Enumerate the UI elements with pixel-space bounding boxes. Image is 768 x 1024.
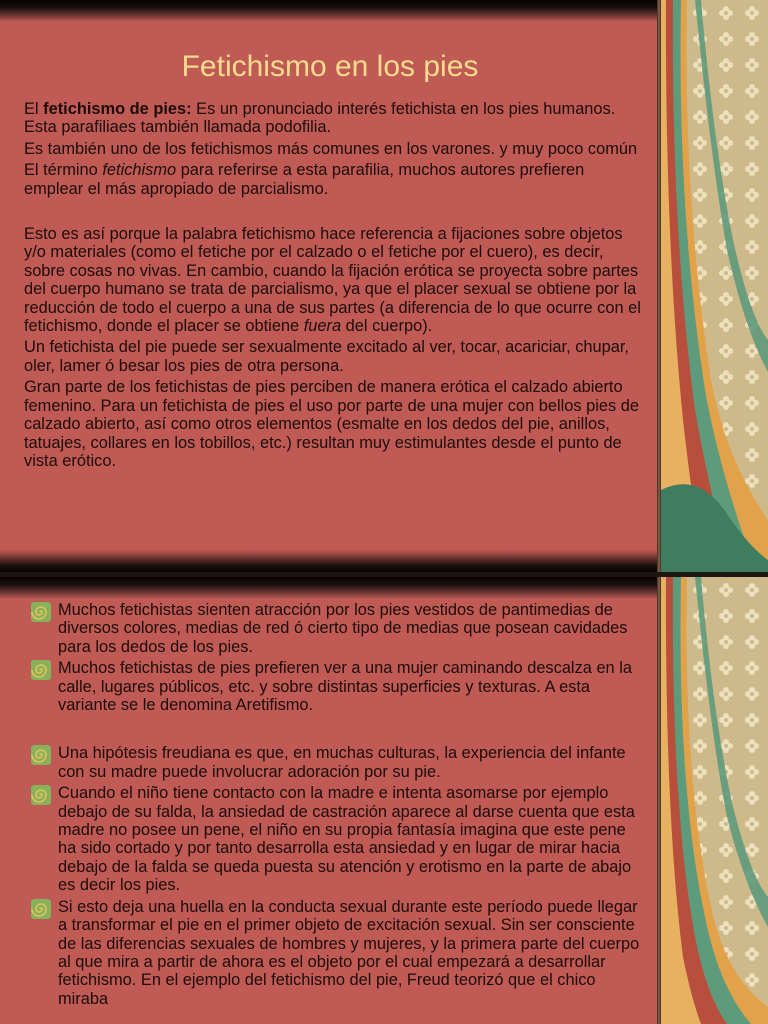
slide-2 [0,577,768,1024]
spiral-bullet-icon [30,659,52,681]
floral-curtain-icon [661,0,768,572]
slide-top-shadow-bar [0,0,660,22]
text-span: Esto es así porque la palabra fetichismo hace referencia a fijaciones sobre objetos y/o materiales (como el fetiche por el calzado o el fetiche por el cuero), es decir, sobre cosas no vivas. En cambio, cuando la fijación erótica se proyecta sobre partes del cuerpo humano se trata de parcialismo, ya que el placer sexual se obtiene por la reducción de todo el cuerpo a una de sus partes (a diferencia de lo que ocurre con el fetichismo, donde el placer se obtiene [24,225,641,336]
list-item [30,659,640,714]
spiral-bullet-icon [30,898,52,920]
slide-1-body [24,100,644,473]
bullet-text: Muchos fetichistas de pies prefieren ver a una mujer caminando descalza en la calle, lugares públicos, etc. y sobre distintas superficies y texturas. A esta variante se le denomina Aretifismo. [58,659,632,715]
list-item [30,601,640,656]
list-item [30,898,640,1008]
bullet-text: Cuando el niño tiene contacto con la madre e intenta asomarse por ejemplo debajo de su falda, la ansiedad de castración aparece al darse cuenta que esta madre no posee un pene, el niño en su propia fantasía imagina que este pene ha sido cortado y por tanto desarrolla esta ansiedad y en lugar de mirar hacia debajo de la falda se queda puesta su atención y erotismo en la parte de abajo es decir los pies. [58,784,635,895]
spiral-bullet-icon [30,784,52,806]
decorative-side-panel [661,0,768,572]
bold-term: fetichismo de pies: [43,100,192,118]
paragraph-footwear: Gran parte de los fetichistas de pies perciben de manera erótica el calzado abierto femenino. Para un fetichista de pies el uso por parte de una mujer con bellos pies de calzado abierto, así como otros elementos (esmalte en los dedos del pie, anillos, tatuajes, collares en los tobillos, etc.) resultan muy estimulantes desde el punto de vista erótico. [24,378,640,470]
italic-term: fuera [303,317,342,336]
paragraph-definition [24,100,644,137]
bullet-list [30,601,640,1011]
decorative-side-panel [661,577,768,1024]
slide-bottom-shadow-bar [0,550,660,572]
text-span: del cuerpo). [341,317,433,336]
spiral-bullet-icon [30,744,52,766]
text-span: El [24,100,44,118]
text-span: para referirse a esta parafilia, muchos autores prefieren emplear el más apropiado de parcialismo. [24,161,585,198]
bullet-text: Muchos fetichistas sienten atracción por los pies vestidos de pantimedias de diversos colores, medias de red ó cierto tipo de medias que posean cavidades para los dedos de los pies. [58,601,628,656]
paragraph-frequency: Es también uno de los fetichismos más comunes en los varones. y muy poco común [24,139,638,158]
paragraph-terminology [24,161,644,198]
bullet-text: Una hipótesis freudiana es que, en muchas culturas, la experiencia del infante con su madre puede involucrar adoración por su pie. [58,744,626,781]
slide-top-shadow-bar [0,577,660,599]
text-span: El término [24,161,103,180]
bullet-text: Si esto deja una huella en la conducta sexual durante este período puede llegar a transformar el pie en el primer objeto de excitación sexual. Sin ser consciente de las diferencias sexuales de hombres y mujeres, y la primera parte del cuerpo al que mira a partir de ahora es el objeto por el cual empezará a desarrollar fetichismo. En el ejemplo del fetichismo del pie, Freud teorizó que el chico miraba [58,897,640,1008]
paragraph-explanation [24,225,644,335]
italic-term: fetichismo [102,161,177,180]
list-item [30,744,640,781]
spiral-bullet-icon [30,601,52,623]
text-span: Es un pronunciado interés fetichista en los pies humanos. Esta parafiliaes también llamada podofilia. [24,100,616,137]
list-item [30,784,640,894]
paragraph-stimuli: Un fetichista del pie puede ser sexualmente excitado al ver, tocar, acariciar, chupar, oler, lamer ó besar los pies de otra persona. [24,338,629,375]
floral-curtain-icon [661,577,768,1024]
slide-title: Fetichismo en los pies [181,50,479,83]
